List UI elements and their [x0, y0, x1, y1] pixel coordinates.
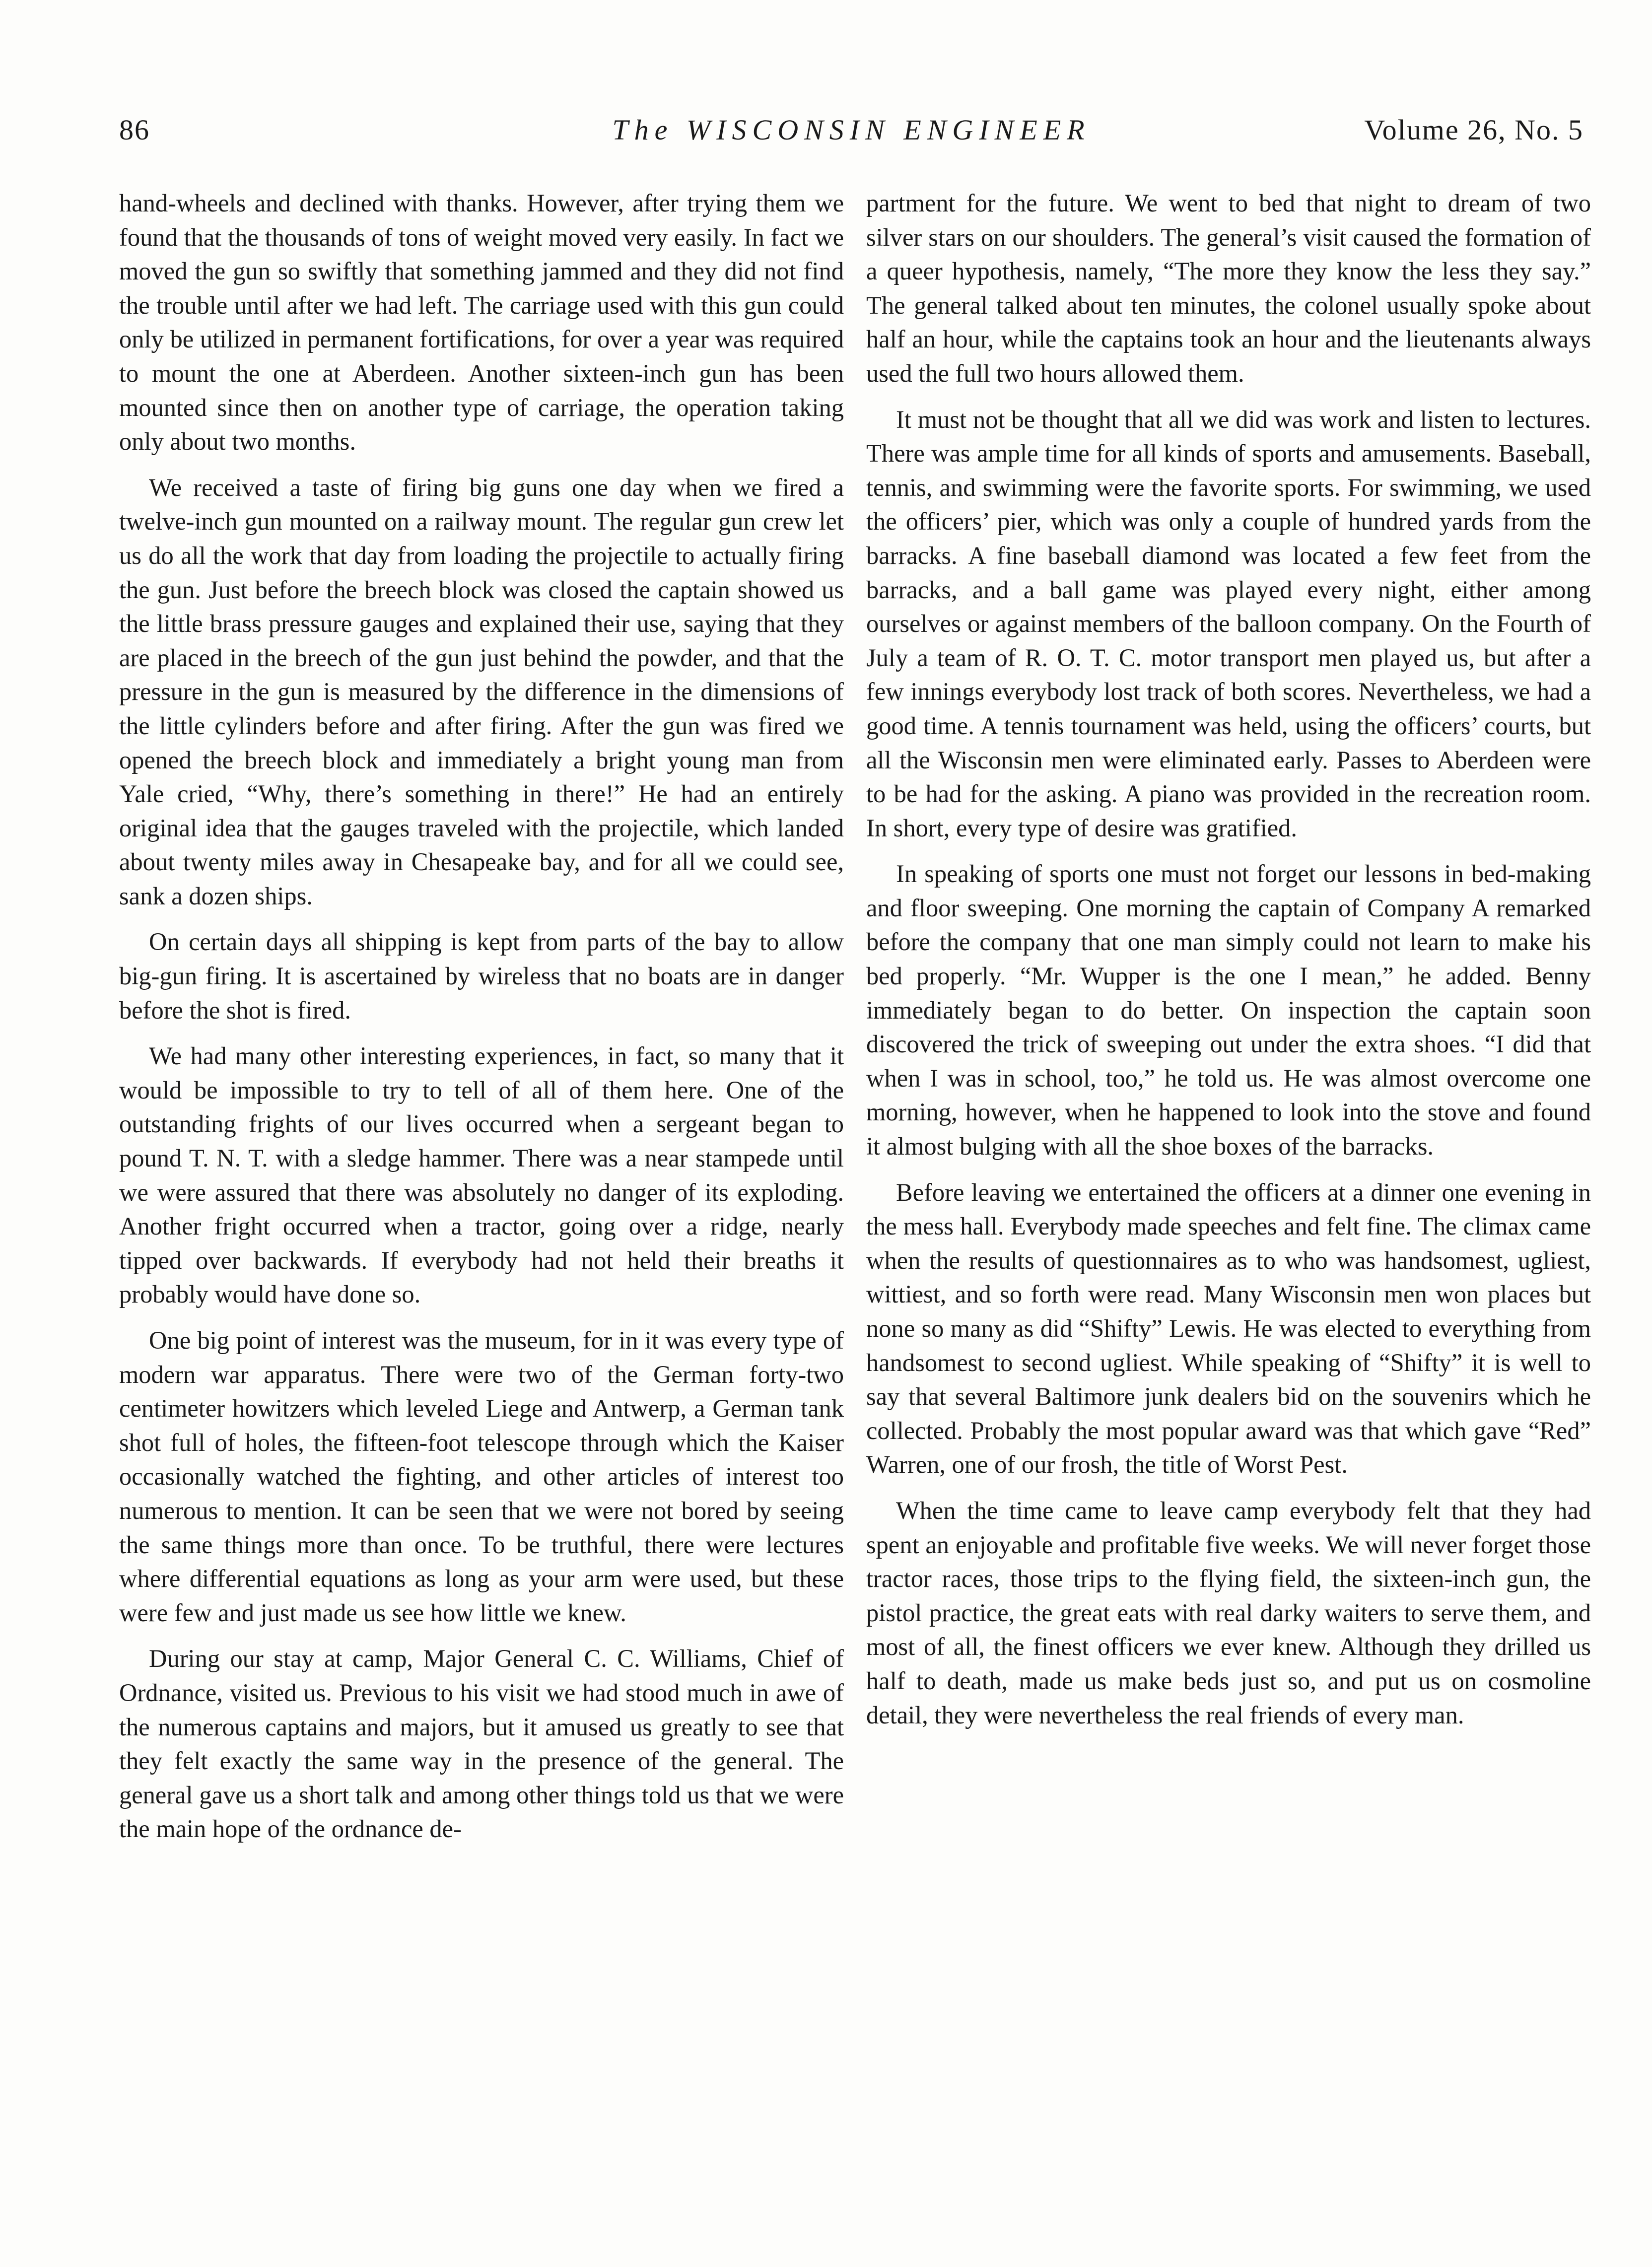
paragraph: hand-wheels and declined with thanks. However, after trying them we found that the thousands of tons of weight moved very easily. In fact we moved the gun so swiftly that something jammed and they did not find the trouble until after we had left. The carriage used with this gun could only be utilized in permanent fortifications, for over a year was required to mount the one at Aberdeen. Another sixteen-inch gun has been mounted since then on another type of carriage, the operation taking only about two months. [119, 189, 844, 456]
issue-label: Volume 26, No. 5 [1364, 114, 1583, 146]
page-number: 86 [119, 114, 150, 146]
paragraph: Before leaving we entertained the officers at a dinner one evening in the mess hall. Everybody made speeches and felt fine. The climax came when the results of questionnaires as to who was handsomest, ugliest, wittiest, and so forth were read. Many Wisconsin men won places but none so many as did “Shifty” Lewis. He was elected to everything from handsomest to second ugliest. While speaking of “Shifty” it is well to say that several Baltimore junk dealers bid on the souvenirs which he collected. Probably the most popular award was that which gave “Red” Warren, one of our frosh, the title of Worst Pest. [866, 1178, 1591, 1479]
left-column [119, 186, 844, 1858]
paragraph: When the time came to leave camp everybody felt that they had spent an enjoyable and profitable five weeks. We will never forget those tractor races, those trips to the flying field, the sixteen-inch gun, the pistol practice, the great eats with real darky waiters to serve them, and most of all, the finest officers we ever knew. Although they drilled us half to death, made us make beds just so, and put us on cosmoline detail, they were nevertheless the real friends of every man. [866, 1496, 1591, 1729]
paragraph: On certain days all shipping is kept from parts of the bay to allow big-gun firing. It is ascertained by wireless that no boats are in danger before the shot is fired. [119, 928, 844, 1024]
paragraph: One big point of interest was the museum, for in it was every type of modern war apparatus. There were two of the German forty-two centimeter howitzers which leveled Liege and Antwerp, a German tank shot full of holes, the fifteen-foot telescope through which the Kaiser occasionally watched the fighting, and other articles of interest too numerous to mention. It can be seen that we were not bored by seeing the same things more than once. To be truthful, there were lectures where differential equations as long as your arm were used, but these were few and just made us see how little we knew. [119, 1326, 844, 1627]
paragraph: It must not be thought that all we did was work and listen to lectures. There was ample time for all kinds of sports and amusements. Baseball, tennis, and swimming were the favorite sports. For swimming, we used the officers’ pier, which was only a couple of hundred yards from the barracks. A fine baseball diamond was located a few feet from the barracks, and a ball game was played every night, either among ourselves or against members of the balloon company. On the Fourth of July a team of R. O. T. C. motor transport men played us, but after a few innings everybody lost track of both scores. Nevertheless, we had a good time. A tennis tournament was held, using the officers’ courts, but all the Wisconsin men were eliminated early. Passes to Aberdeen were to be had for the asking. A piano was provided in the recreation room. In short, every type of desire was gratified. [866, 405, 1591, 842]
paragraph: In speaking of sports one must not forget our lessons in bed-making and floor sweeping. One morning the captain of Company A remarked before the company that one man simply could not learn to make his bed properly. “Mr. Wupper is the one I mean,” he added. Benny immediately began to do better. On inspection the captain soon discovered the trick of sweeping out under the extra shoes. “I did that when I was in school, too,” he told us. He was almost overcome one morning, however, when he happened to look into the stove and found it almost bulging with all the shoe boxes of the barracks. [866, 860, 1591, 1161]
running-header [119, 113, 1583, 158]
journal-title: The WISCONSIN ENGINEER [612, 114, 1091, 146]
paragraph: We received a taste of firing big guns one day when we fired a twelve-inch gun mounted on a railway mount. The regular gun crew let us do all the work that day from loading the projectile to actually firing the gun. Just before the breech block was closed the captain showed us the little brass pressure gauges and explained their use, saying that they are placed in the breech of the gun just behind the powder, and that the pressure in the gun is measured by the difference in the dimensions of the little cylinders before and after firing. After the gun was fired we opened the breech block and immediately a bright young man from Yale cried, “Why, there’s something in there!” He had an entirely original idea that the gauges traveled with the projectile, which landed about twenty miles away in Chesapeake bay, and for all we could see, sank a dozen ships. [119, 473, 844, 910]
right-column [866, 186, 1591, 1744]
paragraph: During our stay at camp, Major General C. C. Williams, Chief of Ordnance, visited us. Previous to his visit we had stood much in awe of the numerous captains and majors, but it amused us greatly to see that they felt exactly the same way in the presence of the general. The general gave us a short talk and among other things told us that we were the main hope of the ordnance de- [119, 1645, 844, 1843]
paragraph: partment for the future. We went to bed that night to dream of two silver stars on our shoulders. The general’s visit caused the formation of a queer hypothesis, namely, “The more they know the less they say.” The general talked about ten minutes, the colonel usually spoke about half an hour, while the captains took an hour and the lieutenants always used the full two hours allowed them. [866, 189, 1591, 387]
paragraph: We had many other interesting experiences, in fact, so many that it would be impossible to try to tell of all of them here. One of the outstanding frights of our lives occurred when a sergeant began to pound T. N. T. with a sledge hammer. There was a near stampede until we were assured that there was absolutely no danger of its exploding. Another fright occurred when a tractor, going over a ridge, nearly tipped over backwards. If everybody had not held their breaths it probably would have done so. [119, 1042, 844, 1308]
